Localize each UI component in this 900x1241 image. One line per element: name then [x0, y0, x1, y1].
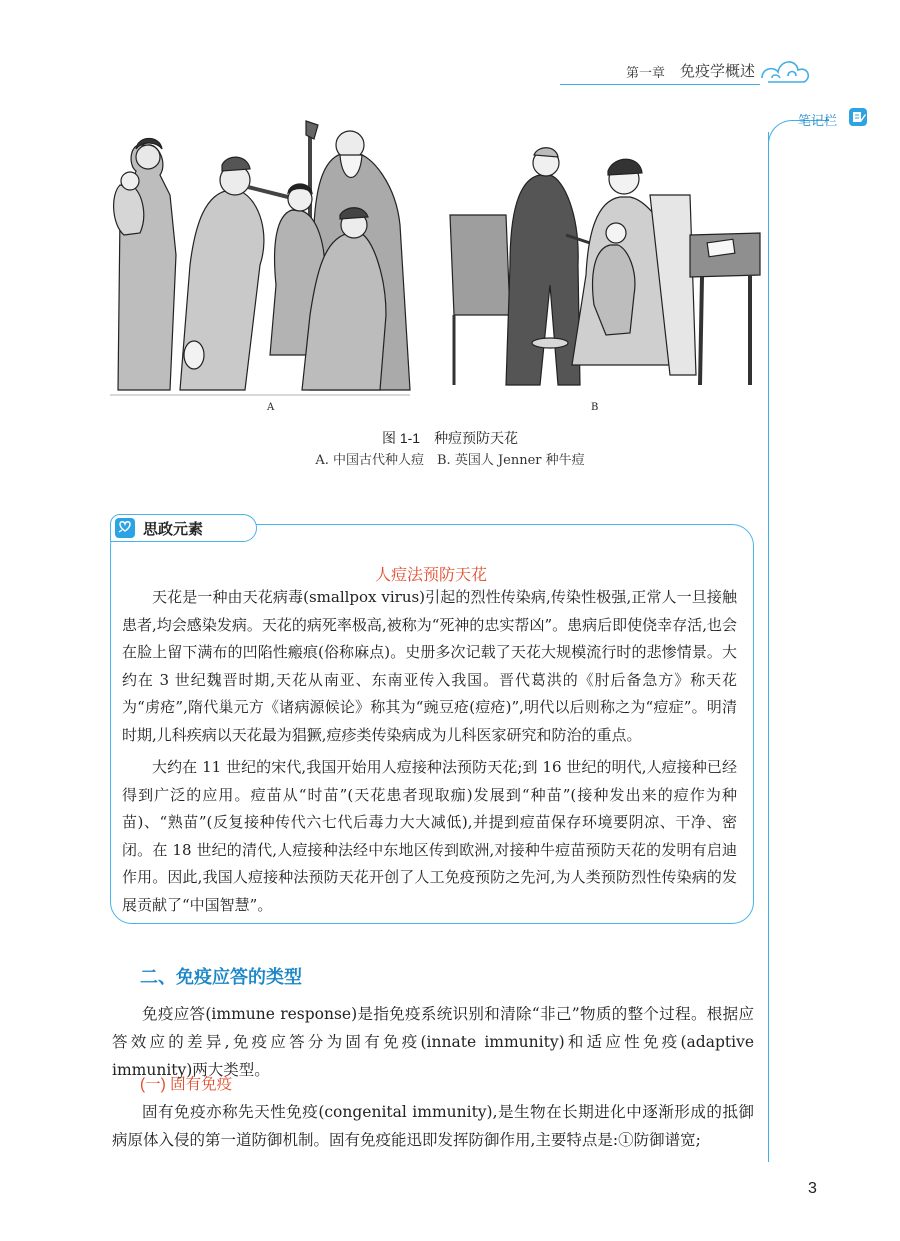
panel-a-label: A: [267, 402, 275, 413]
figure-caption: [0, 428, 900, 448]
notes-column: [768, 110, 868, 1150]
figure-caption-number: 图 1-1: [381, 430, 421, 446]
cloud-ornament-icon: [758, 48, 814, 88]
figure-illustration: [110, 115, 770, 425]
notepad-pencil-icon: [848, 107, 868, 127]
sizheng-tab-label: 思政元素: [143, 521, 204, 538]
figure-subcaption: A. 中国古代种人痘 B. 英国人 Jenner 种牛痘: [315, 453, 585, 468]
sizheng-tab: [110, 514, 257, 542]
smallpox-inoculation-illustration: [110, 115, 770, 425]
sizheng-paragraph-2: 大约在 11 世纪的宋代,我国开始用人痘接种法预防天花;到 16 世纪的明代,人痘接种已经得到广泛的应用。痘苗从“时苗”(天花患者现取痂)发展到“种苗”(接种发出来的痘作为种苗)、“熟苗”(反复接种传代六七代后毒力大大减低),并提到痘苗保存环境要阴凉、干净、密闭。在 18 世纪的清代,人痘接种法经中东地区传到欧洲,对接种牛痘苗预防天花的发明有启迪作用。因此,我国人痘接种法预防天花开创了人工免疫预防之先河,为人类预防烈性传染病的发展贡献了“中国智慧”。: [122, 758, 737, 914]
section-intro: 免疫应答(immune response)是指免疫系统识别和清除“非己”物质的整个过程。根据应答效应的差异,免疫应答分为固有免疫(innate immunity)和适应性免疫(adaptive immunity)两大类型。: [112, 1005, 754, 1079]
panel-a-illustration: [110, 121, 410, 395]
panel-b-illustration: [450, 148, 760, 385]
header-rule: [560, 84, 760, 85]
sizheng-paragraph-1: 天花是一种由天花病毒(smallpox virus)引起的烈性传染病,传染性极强,正常人一旦接触患者,均会感染发病。天花的病死率极高,被称为“死神的忠实帮凶”。患病后即使侥幸存活,也会在脸上留下满布的凹陷性瘢痕(俗称麻点)。史册多次记载了天花大规模流行时的悲惨情景。大约在 3 世纪魏晋时期,天花从南亚、东南亚传入我国。晋代葛洪的《肘后备急方》称天花为“虏疮”,隋代巢元方《诸病源候论》称其为“豌豆疮(痘疮)”,明代以后则称之为“痘症”。明清时期,儿科疾病以天花最为猖獗,痘疹类传染病成为儿科医家研究和防治的重点。: [122, 588, 737, 744]
subsection-heading: (一) 固有免疫: [140, 1076, 233, 1093]
notes-label: 笔记栏: [798, 113, 838, 128]
chapter-number: 第一章: [626, 66, 666, 81]
panel-b-label: B: [591, 402, 599, 413]
sizheng-heading: 人痘法预防天花: [374, 567, 487, 584]
chapter-title: 免疫学概述: [680, 63, 756, 80]
heart-chat-icon: [115, 518, 135, 538]
figure-caption-title: 种痘预防天花: [434, 430, 519, 446]
page-number: 3: [808, 1180, 817, 1197]
subsection-text: 固有免疫亦称先天性免疫(congenital immunity),是生物在长期进化中逐渐形成的抵御病原体入侵的第一道防御机制。固有免疫能迅即发挥防御作用,主要特点是:①防御谱宽;: [112, 1103, 754, 1149]
section-heading: 二、免疫应答的类型: [140, 967, 302, 988]
